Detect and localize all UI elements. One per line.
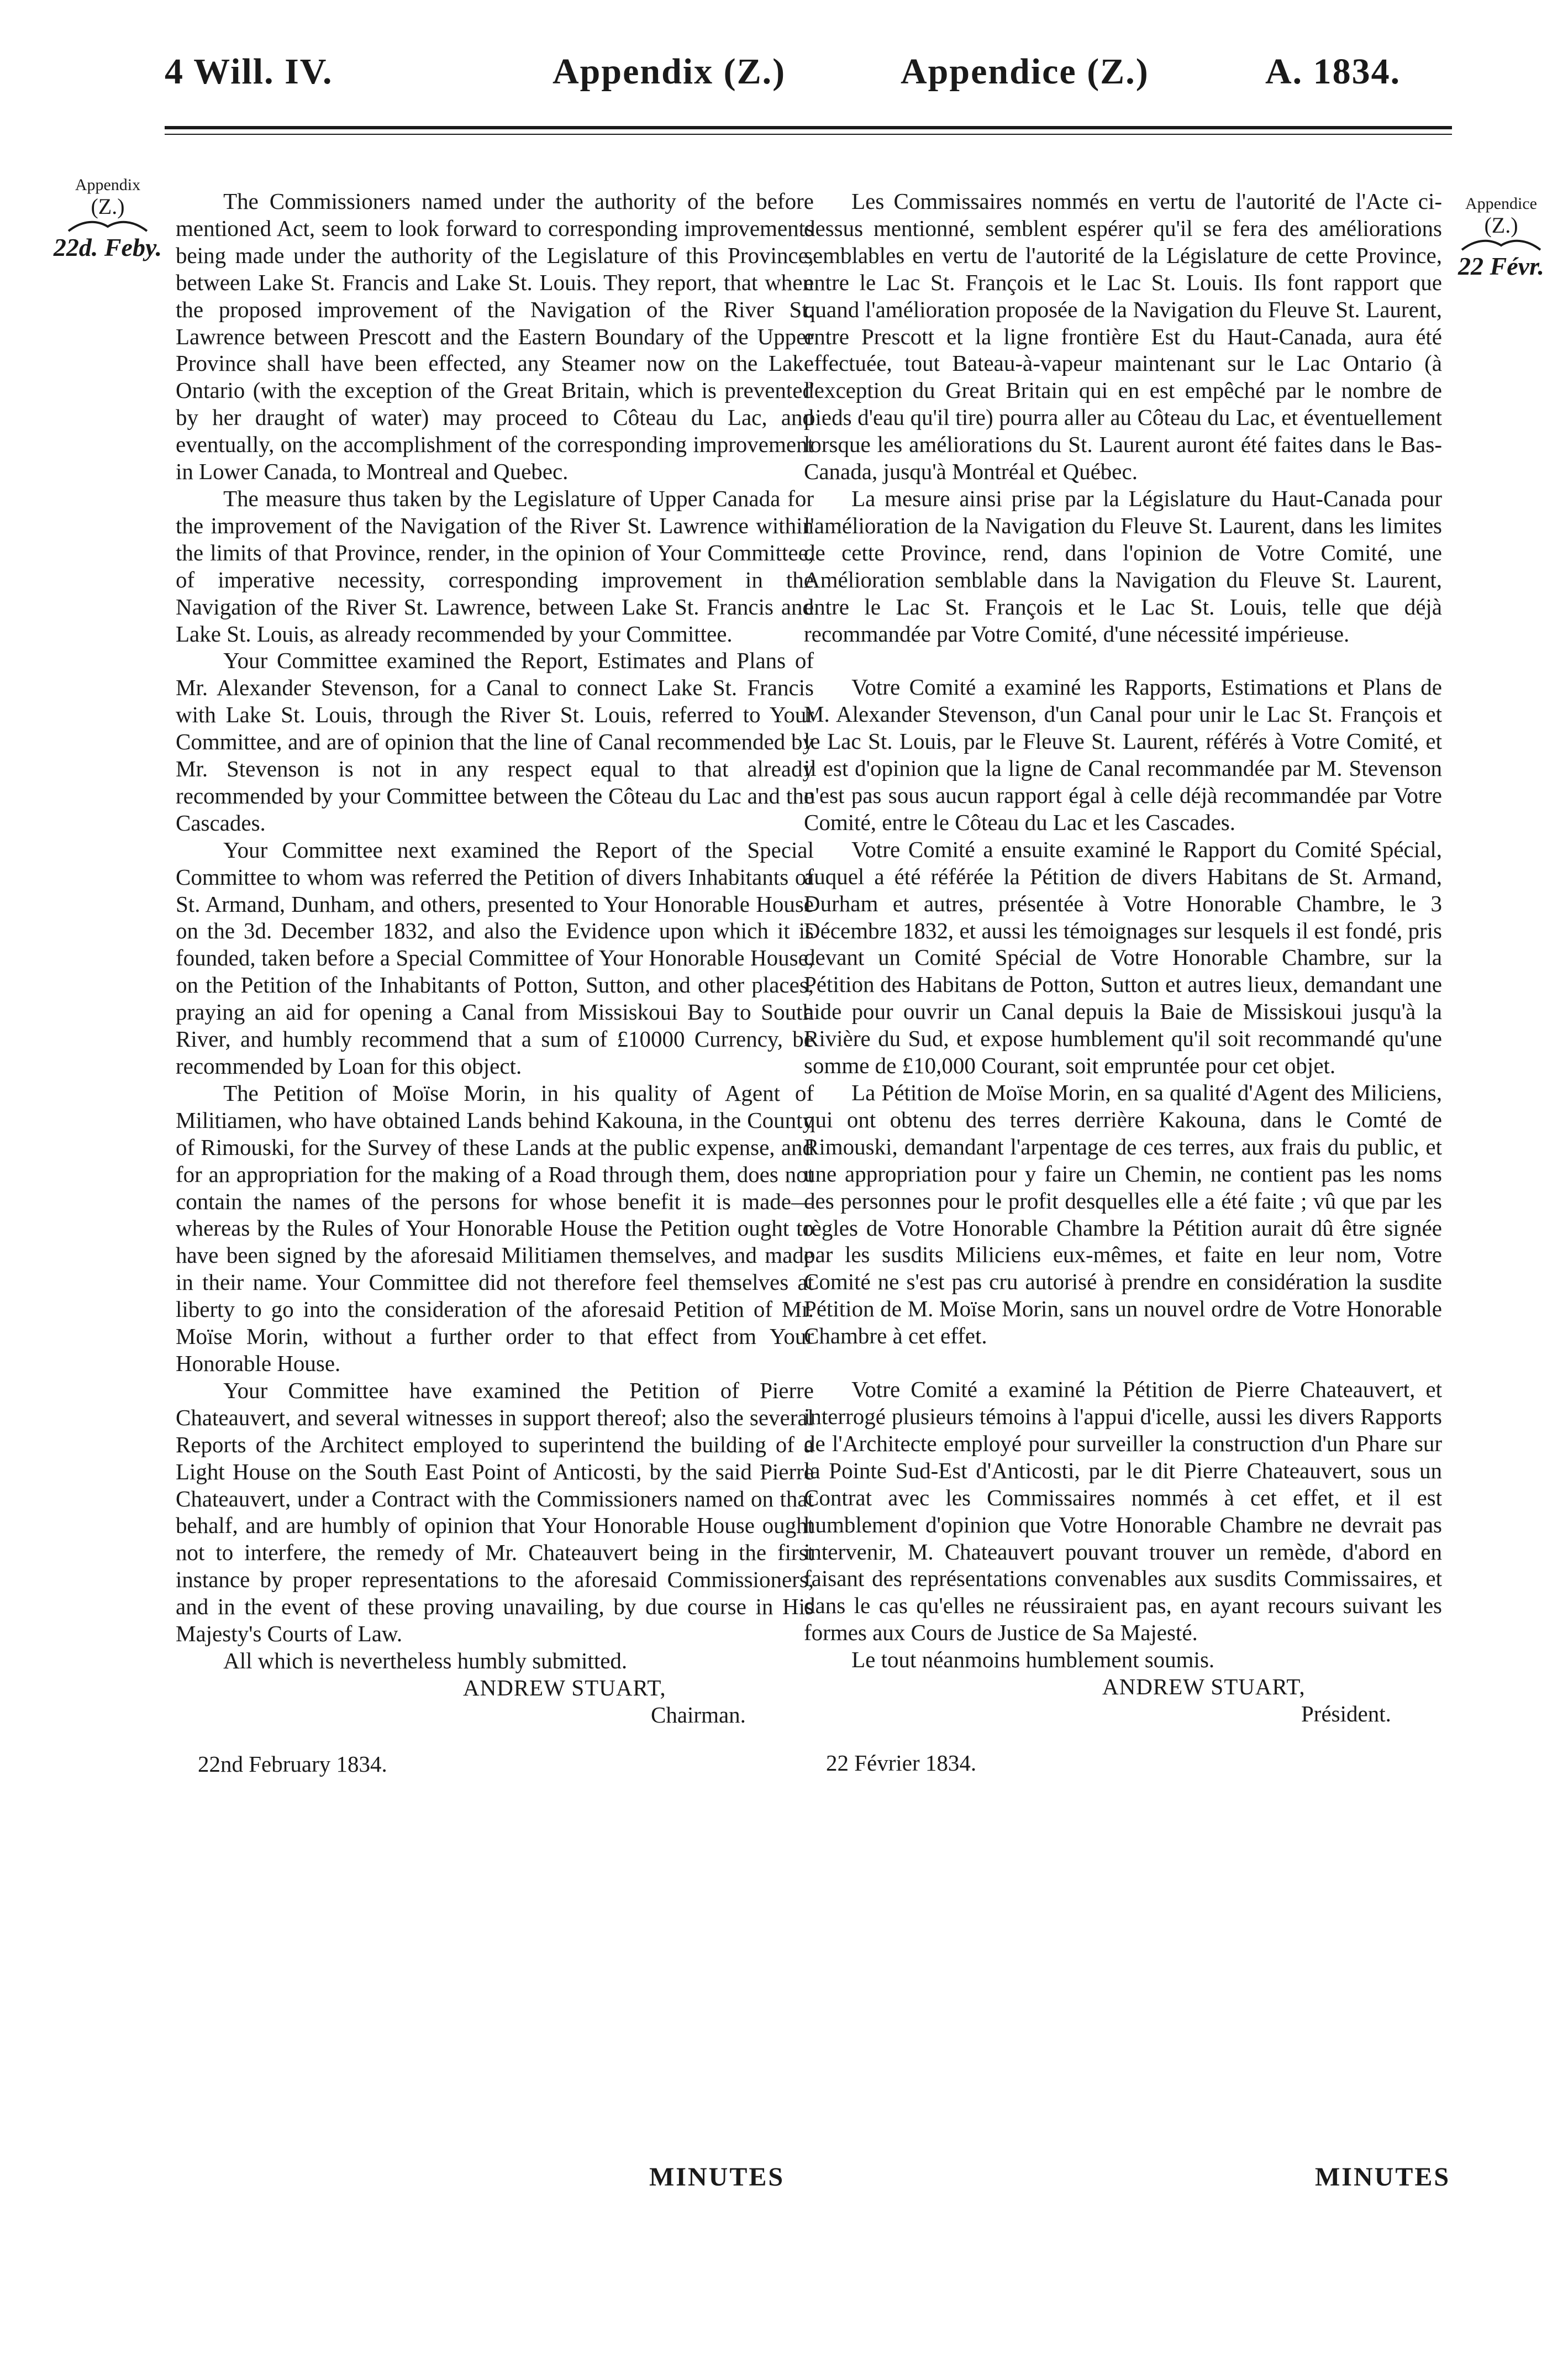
english-paragraph: The Commissioners named under the authority of the before mentioned Act, seem to look forward to corresponding improvements being made under the authority of the Legislature of this Province, between Lake St. Francis and Lake St. Louis. They report, that when the proposed improvement of the Navigation of the River St. Lawrence between Prescott and the Eastern Boundary of the Upper Province shall have been effected, any Steamer now on the Lake Ontario (with the exception of the Great Britain, which is prevented by her draught of water) may proceed to Côteau du Lac, and eventually, on the accomplishment of the corresponding improvement in Lower Canada, to Montreal and Quebec.: [176, 188, 814, 485]
footer-catchword-french: MINUTES: [1315, 2162, 1451, 2192]
margin-appendix-letter: (Z.): [91, 194, 125, 219]
french-paragraph: La Pétition de Moïse Morin, en sa qualité d'Agent des Miliciens, qui ont obtenu des terres derrière Kakouna, dans le Comté de Rimouski, demandant l'arpentage de ces terres, aux frais du public, et une appropriation pour y faire un Chemin, ne contient pas les noms des personnes pour le profit desquelles elle a été faite ; vû que par les règles de Votre Honorable Chambre la Pétition aurait dû être signée par les susdits Miliciens eux-mêmes, et faite en leur nom, Votre Comité ne s'est pas cru autorisé à prendre en considération la susdite Pétition de M. Moïse Morin, sans un nouvel ordre de Votre Honorable Chambre à cet effet.: [804, 1080, 1442, 1349]
footer-catchword-english: MINUTES: [649, 2162, 785, 2192]
french-paragraph: La mesure ainsi prise par la Législature du Haut-Canada pour l'amélioration de la Navigation du Fleuve St. Laurent, dans les limites de cette Province, rend, dans l'opinion de Votre Comité, une Amélioration semblable dans la Navigation du Fleuve St. Laurent, entre le Lac St. François et le Lac St. Louis, telle que déjà recommandée par Votre Comité, d'une nécessité impérieuse.: [804, 485, 1442, 647]
english-paragraph: The Petition of Moïse Morin, in his quality of Agent of Militiamen, who have obtained Lands behind Kakouna, in the County of Rimouski, for the Survey of these Lands at the public expense, and for an appropriation for the making of a Road through them, does not contain the names of the persons for whose benefit it is made—whereas by the Rules of Your Honorable House the Petition ought to have been signed by the aforesaid Militiamen themselves, and made in their name. Your Committee did not therefore feel themselves at liberty to go into the consideration of the aforesaid Petition of Mr. Moïse Morin, without a further order to that effect from Your Honorable House.: [176, 1080, 814, 1376]
french-paragraph: Votre Comité a examiné les Rapports, Estimations et Plans de M. Alexander Stevenson, d'un Canal pour unir le Lac St. François et le Lac St. Louis, par le Fleuve St. Laurent, référés à Votre Comité, et il est d'opinion que la ligne de Canal recommandée par M. Stevenson n'est pas sous aucun rapport égal à celle déjà recommandée par Votre Comité, entre le Côteau du Lac et les Cascades.: [804, 674, 1442, 835]
english-signature: ANDREW STUART,: [463, 1674, 666, 1700]
french-signature: ANDREW STUART,: [1102, 1674, 1306, 1700]
english-closing: All which is nevertheless humbly submitted.: [223, 1647, 628, 1673]
english-column: [176, 188, 814, 1778]
french-date: 22 Février 1834.: [826, 1750, 977, 1776]
flourish-icon: [1460, 238, 1543, 253]
header-appendix-french: Appendice (Z.): [901, 51, 1149, 92]
header-appendix-english: Appendix (Z.): [553, 51, 786, 92]
running-header: [0, 51, 1568, 112]
english-date: 22nd February 1834.: [198, 1751, 387, 1777]
margin-appendice-letter: (Z.): [1484, 213, 1518, 238]
english-paragraph: Your Committee next examined the Report of the Special Committee to whom was referred the Petition of divers Inhabitants of St. Armand, Dunham, and others, presented to Your Honorable House on the 3d. December 1832, and also the Evidence upon which it is founded, taken before a Special Committee of Your Honorable House, on the Petition of the Inhabitants of Potton, Sutton, and other places, praying an aid for opening a Canal from Missiskoui Bay to South River, and humbly recommend that a sum of £10000 Currency, be recommended by Loan for this object.: [176, 837, 814, 1079]
margin-note-right: [1443, 195, 1559, 280]
header-regnal-year: 4 Will. IV.: [165, 51, 333, 92]
french-signatory-title: Président.: [1301, 1700, 1391, 1726]
french-column: [804, 188, 1442, 1777]
header-rule-thick: [165, 126, 1452, 129]
french-closing: Le tout néanmoins humblement soumis.: [851, 1647, 1215, 1673]
header-rule-thin: [165, 134, 1452, 135]
french-paragraph: Les Commissaires nommés en vertu de l'autorité de l'Acte ci-dessus mentionné, semblent espérer qu'il se fera des améliorations semblables en vertu de l'autorité de la Législature de cette Province, entre le Lac St. François et le Lac St. Louis. Ils font rapport que quand l'amélioration proposée de la Navigation du Fleuve St. Laurent, entre Prescott et la ligne frontière Est du Haut-Canada, aura été effectuée, tout Bateau-à-vapeur maintenant sur le Lac Ontario (à l'exception du Great Britain qui en est empêché par le nombre de pieds d'eau qu'il tire) pourra aller au Côteau du Lac, et éventuellement lorsque les améliorations du St. Laurent auront été faites dans le Bas-Canada, jusqu'à Montréal et Québec.: [804, 188, 1442, 485]
english-paragraph: Your Committee have examined the Petition of Pierre Chateauvert, and several witnesses in support thereof; also the several Reports of the Architect employed to superintend the building of a Light House on the South East Point of Anticosti, by the said Pierre Chateauvert, under a Contract with the Commissioners named on that behalf, and are humbly of opinion that Your Honorable House ought not to interfere, the remedy of Mr. Chateauvert being in the first instance by proper representations to the aforesaid Commissioners, and in the event of these proving unavailing, by due course in His Majesty's Courts of Law.: [176, 1377, 814, 1647]
margin-date: 22 Févr.: [1458, 252, 1544, 280]
french-paragraph: Votre Comité a ensuite examiné le Rapport du Comité Spécial, auquel a été référée la Pétition de divers Habitans de St. Armand, Durham et autres, présentée à Votre Honorable Chambre, le 3 Décembre 1832, et aussi les témoignages sur lesquels il est fondé, pris devant un Comité Spécial de Votre Honorable Chambre, sur la Pétition des Habitans de Potton, Sutton et autres lieux, demandant une aide pour ouvrir un Canal depuis la Baie de Missiskoui jusqu'à la Rivière du Sud, et expose humblement qu'il soit recommandé qu'une somme de £10,000 Courant, soit empruntée pour cet objet.: [804, 836, 1442, 1079]
english-signatory-title: Chairman.: [651, 1702, 746, 1727]
english-paragraph: Your Committee examined the Report, Estimates and Plans of Mr. Alexander Stevenson, for a Canal to connect Lake St. Francis with Lake St. Louis, through the River St. Louis, referred to Your Committee, and are of opinion that the line of Canal recommended by Mr. Stevenson is not in any respect equal to that already recommended by your Committee between the Côteau du Lac and the Cascades.: [176, 648, 814, 836]
flourish-icon: [66, 219, 149, 234]
margin-date: 22d. Feby.: [53, 233, 162, 261]
margin-appendix-label: Appendix: [75, 176, 141, 194]
english-paragraph: The measure thus taken by the Legislature of Upper Canada for the improvement of the Navigation of the River St. Lawrence within the limits of that Province, render, in the opinion of Your Committee, of imperative necessity, corresponding improvement in the Navigation of the River St. Lawrence, between Lake St. Francis and Lake St. Louis, as already recommended by your Committee.: [176, 485, 814, 647]
french-paragraph: Votre Comité a examiné la Pétition de Pierre Chateauvert, et interrogé plusieurs témoins à l'appui d'icelle, aussi les divers Rapports de l'Architecte employé pour surveiller la construction d'un Phare sur la Pointe Sud-Est d'Anticosti, par le dit Pierre Chateauvert, sous un Contrat avec les Commissaires nommés à cet effet, et il est humblement d'opinion que Votre Honorable Chambre ne devrait pas intervenir, M. Chateauvert pouvant trouver un remède, d'abord en faisant des représentations convenables aux susdits Commissaires, et dans le cas qu'elles ne réussiraient pas, en ayant recours suivant les formes aux Cours de Justice de Sa Majesté.: [804, 1377, 1442, 1646]
header-year: A. 1834.: [1265, 51, 1401, 92]
margin-appendice-label: Appendice: [1465, 195, 1537, 213]
margin-note-left: [50, 176, 166, 261]
